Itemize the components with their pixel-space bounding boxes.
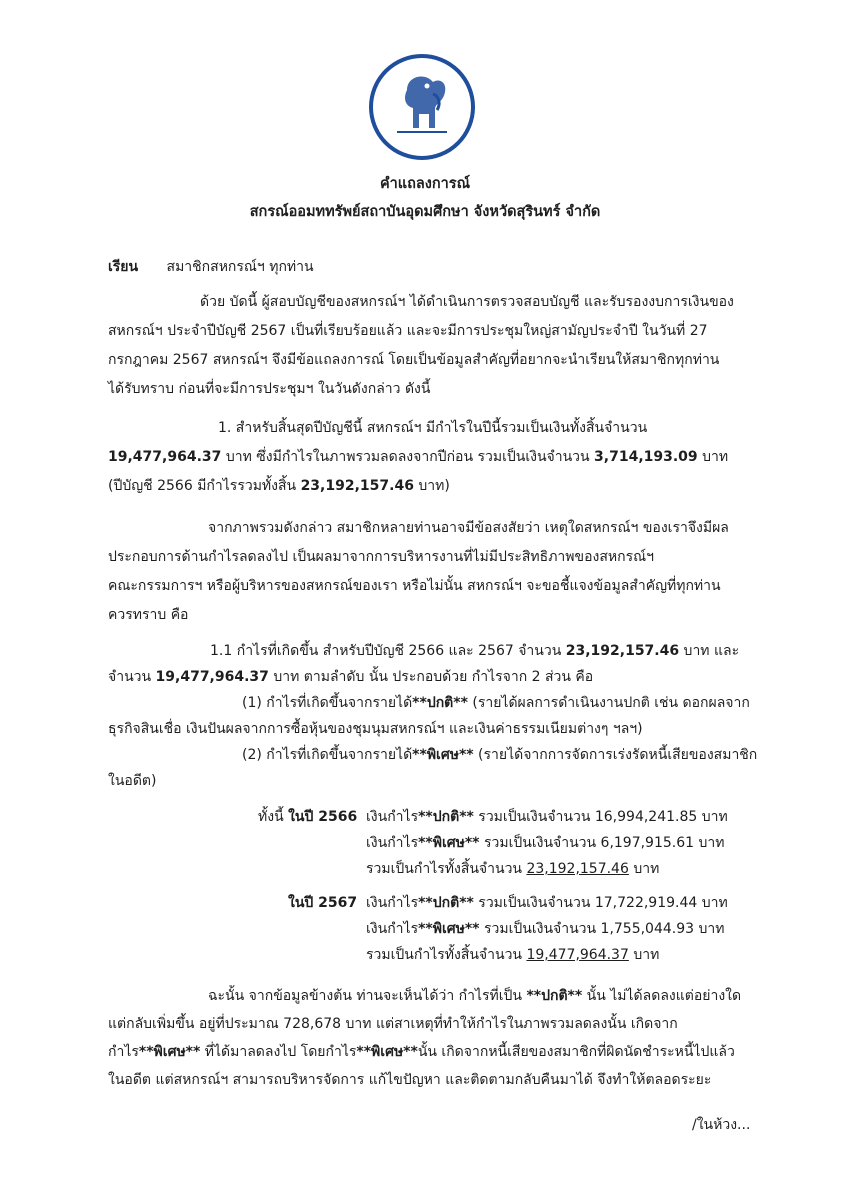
amount: 19,477,964.37 — [108, 449, 222, 465]
y2566-row — [366, 860, 659, 878]
bold-term: **ปกติ** — [412, 695, 468, 711]
para3-line: ควรทราบ คือ — [108, 607, 189, 623]
para3-line: จากภาพรวมดังกล่าว สมาชิกหลายท่านอาจมีข้อสงสัยว่า เหตุใดสหกรณ์ฯ ของเราจึงมีผล — [208, 520, 729, 536]
amount: 1,755,044.93 — [600, 921, 695, 937]
text: นั้น เกิดจากหนี้เสียของสมาชิกที่ผิดนัดชำระหนี้ไปแล้ว — [417, 1044, 735, 1060]
amount: 23,192,157.46 — [526, 861, 629, 877]
text: บาท — [697, 809, 728, 825]
text: ฉะนั้น จากข้อมูลข้างต้น ท่านจะเห็นได้ว่า กำไรที่เป็น — [208, 988, 527, 1004]
text: รวมเป็นเงินจำนวน — [479, 921, 601, 937]
text: เงินกำไร — [366, 835, 419, 851]
year-label: ในปี 2567 — [288, 895, 358, 911]
bold-term: **พิเศษ** — [418, 835, 480, 851]
bold-term: **พิเศษ** — [412, 747, 474, 763]
bold-term: **ปกติ** — [418, 809, 474, 825]
text: บาท ซึ่งมีกำไรในภาพรวมลดลงจากปีก่อน รวมเป็นเงินจำนวน — [221, 449, 595, 465]
bold-term: **พิเศษ** — [138, 1044, 201, 1060]
text: บาท — [694, 921, 725, 937]
text: 1.1 กำไรที่เกิดขึ้น สำหรับปีบัญชี 2566 และ 2567 จำนวน — [210, 643, 566, 659]
y2567-row — [366, 920, 724, 938]
y2566-row — [366, 834, 724, 852]
text: บาท — [694, 835, 725, 851]
text: รวมเป็นเงินจำนวน — [479, 835, 601, 851]
text: รวมเป็นกำไรทั้งสิ้นจำนวน — [366, 947, 527, 963]
text: ที่ได้มาลดลงไป โดยกำไร — [200, 1044, 357, 1060]
y2567-row — [366, 894, 728, 912]
y2566-row — [366, 808, 728, 826]
para4-line — [108, 668, 593, 686]
para3-line: ประกอบการด้านกำไรลดลงไป เป็นผลมาจากการบริหารงานที่ไม่มีประสิทธิภาพของสหกรณ์ฯ — [108, 549, 654, 565]
year-label: ในปี 2566 — [288, 809, 358, 825]
cooperative-logo — [367, 52, 477, 162]
para5-line — [208, 987, 741, 1005]
para4-item — [242, 746, 757, 764]
text: รวมเป็นกำไรทั้งสิ้นจำนวน — [366, 861, 527, 877]
bold-term: **ปกติ** — [418, 895, 474, 911]
text: กำไร — [108, 1044, 139, 1060]
para2-line — [108, 448, 728, 466]
bold-term: **พิเศษ** — [418, 921, 480, 937]
amount: 19,477,964.37 — [155, 669, 269, 685]
para4-item — [242, 694, 750, 712]
para5-line — [108, 1043, 735, 1061]
y2566-label — [258, 808, 357, 826]
para4-line — [210, 642, 739, 660]
text: รวมเป็นเงินจำนวน — [473, 809, 595, 825]
document-title: คำแถลงการณ์ — [379, 176, 471, 192]
text: บาท ตามลำดับ นั้น ประกอบด้วย กำไรจาก 2 ส่วน คือ — [268, 669, 594, 685]
para1-line: กรกฎาคม 2567 สหกรณ์ฯ จึงมีข้อแถลงการณ์ โดยเป็นข้อมูลสำคัญที่อยากจะนำเรียนให้สมาชิกทุกท่าน — [108, 352, 720, 368]
text: (1) กำไรที่เกิดขึ้นจากรายได้ — [242, 695, 413, 711]
text: บาท) — [413, 478, 450, 494]
document-subtitle: สกรณ์ออมททรัพย์สถาบันอุดมศึกษา จังหวัดสุรินทร์ จำกัด — [249, 204, 601, 220]
amount: 23,192,157.46 — [300, 478, 414, 494]
amount: 23,192,157.46 — [565, 643, 680, 659]
salutation — [108, 258, 314, 276]
text: บาท — [697, 449, 729, 465]
amount: 3,714,193.09 — [594, 449, 698, 465]
para1-line: ได้รับทราบ ก่อนที่จะมีการประชุมฯ ในวันดังกล่าว ดังนี้ — [108, 381, 431, 397]
para5-line: ในอดีต แต่สหกรณ์ฯ สามารถบริหารจัดการ แก้ไขปัญหา และติดตามกลับคืนมาได้ จึงทำให้ตลอดระยะ — [108, 1072, 712, 1088]
bold-term: **พิเศษ** — [356, 1044, 418, 1060]
para5-line: แต่กลับเพิ่มขึ้น อยู่ที่ประมาณ 728,678 บาท แต่สาเหตุที่ทำให้กำไรในภาพรวมลดลงนั้น เกิดจาก — [108, 1016, 678, 1032]
text: รวมเป็นเงินจำนวน — [473, 895, 595, 911]
text: ทั้งนี้ — [258, 809, 284, 825]
para4-item: ธุรกิจสินเชื่อ เงินปันผลจากการซื้อหุ้นของชุมนุมสหกรณ์ฯ และเงินค่าธรรมเนียมต่างๆ ฯลฯ) — [108, 721, 643, 737]
text: เงินกำไร — [366, 809, 419, 825]
salutation-label: เรียน — [108, 259, 139, 275]
bold-term: **ปกติ** — [526, 988, 583, 1004]
text: (2) กำไรที่เกิดขึ้นจากรายได้ — [242, 747, 413, 763]
salutation-text: สมาชิกสหกรณ์ฯ ทุกท่าน — [166, 259, 314, 275]
text: นั้น ไม่ได้ลดลงแต่อย่างใด — [582, 988, 742, 1004]
para2-line — [108, 477, 450, 495]
para3-line: คณะกรรมการฯ หรือผู้บริหารของสหกรณ์ของเรา หรือไม่นั้น สหกรณ์ฯ จะขอชี้แจงข้อมูลสำคัญที่ทุกท่าน — [108, 578, 721, 594]
text: เงินกำไร — [366, 895, 419, 911]
y2567-row — [366, 946, 659, 964]
para4-item: ในอดีต) — [108, 773, 157, 789]
para1-line: สหกรณ์ฯ ประจำปีบัญชี 2567 เป็นที่เรียบร้อยแล้ว และจะมีการประชุมใหญ่สามัญประจำปี ในวันที่ 27 — [108, 323, 708, 339]
y2567-label — [288, 894, 357, 912]
text: (รายได้จากการจัดการเร่งรัดหนี้เสียของสมาชิก — [473, 747, 758, 763]
text: เงินกำไร — [366, 921, 419, 937]
text: บาท และ — [679, 643, 740, 659]
amount: 19,477,964.37 — [526, 947, 629, 963]
para1-line: ด้วย บัดนี้ ผู้สอบบัญชีของสหกรณ์ฯ ได้ดำเนินการตรวจสอบบัญชี และรับรองงบการเงินของ — [200, 294, 734, 310]
text: (ปีบัญชี 2566 มีกำไรรวมทั้งสิ้น — [108, 478, 301, 494]
text: จำนวน — [108, 669, 156, 685]
amount: 16,994,241.85 — [594, 809, 698, 825]
para2-line: 1. สำหรับสิ้นสุดปีบัญชีนี้ สหกรณ์ฯ มีกำไรในปีนี้รวมเป็นเงินทั้งสิ้นจำนวน — [218, 420, 648, 436]
text: (รายได้ผลการดำเนินงานปกติ เช่น ดอกผลจาก — [467, 695, 750, 711]
continued-marker: /ในห้วง... — [692, 1117, 751, 1133]
text: บาท — [628, 947, 660, 963]
amount: 6,197,915.61 — [600, 835, 695, 851]
amount: 17,722,919.44 — [594, 895, 698, 911]
text: บาท — [628, 861, 660, 877]
text: บาท — [697, 895, 728, 911]
